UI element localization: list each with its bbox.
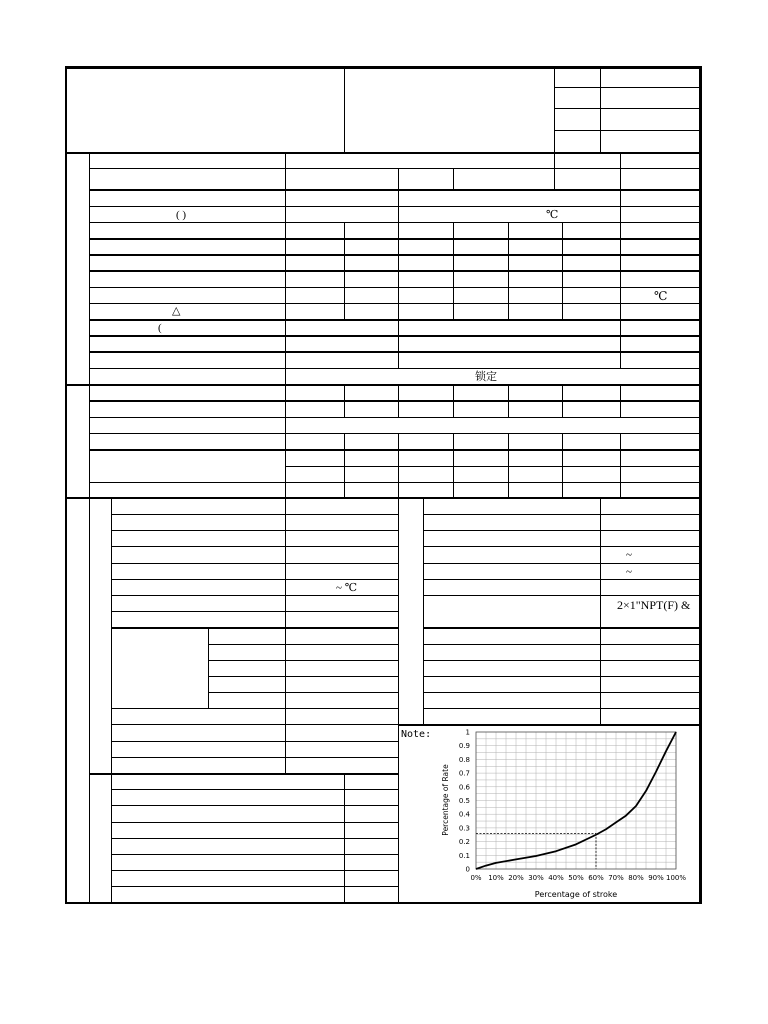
flow-characteristic-chart: [401, 725, 700, 903]
sec1-row: [89, 319, 700, 321]
sec3-right-row: [423, 546, 700, 547]
header-row-line: [554, 130, 700, 131]
sec2-row: [285, 466, 700, 467]
header-row-line: [554, 87, 700, 88]
sec3-row: [89, 773, 399, 775]
sec3-row: [111, 886, 399, 887]
sec3-row: [111, 854, 399, 855]
sec3-row: [111, 741, 399, 742]
locked-label: 锁定: [475, 371, 497, 383]
sec3-right-row: [423, 676, 700, 677]
x-tick-label: 90%: [648, 874, 664, 882]
header-bottom-line: [65, 152, 702, 154]
y-tick-label: 0.9: [458, 742, 470, 751]
sec3-right-row: [423, 660, 700, 661]
sec2-row: [89, 433, 700, 434]
y-tick-label: 0.5: [458, 797, 470, 805]
sec3-right-row: [423, 530, 700, 531]
header-row-line: [554, 108, 700, 109]
sec3-row: [111, 838, 399, 839]
sec3-row: [111, 595, 399, 596]
delta-symbol: △: [172, 305, 181, 317]
sec1-row: [89, 351, 700, 353]
sec1-row: [89, 206, 700, 207]
x-tick-label: 60%: [588, 874, 604, 882]
sec1-row: [89, 189, 700, 191]
sec3-row: [111, 822, 399, 823]
sec3-col-208: [208, 628, 209, 709]
header-divider-3: [600, 66, 601, 153]
sec1-col-453: [453, 169, 454, 190]
sec3-row: [111, 724, 399, 725]
form-border-top: [65, 66, 702, 69]
sec3-col-398: [398, 498, 399, 903]
chart-grid: [476, 732, 676, 869]
y-tick-labels: [459, 729, 471, 874]
sec1-row: [89, 222, 700, 223]
sec1-row: [89, 238, 700, 240]
x-tick-labels: [470, 874, 686, 882]
degree-c-label: ℃: [546, 209, 559, 221]
sec2-row: [89, 482, 700, 483]
sec3-right-row: [423, 595, 700, 596]
paren-label: ( ): [176, 209, 187, 221]
sec3-row: [208, 660, 399, 661]
x-tick-label: 20%: [508, 874, 524, 882]
sec3-col-285: [285, 498, 286, 774]
header-divider-1: [344, 66, 345, 153]
x-tick-label: 10%: [488, 874, 504, 882]
section-divider-1: [65, 384, 702, 386]
sec3-row: [208, 676, 399, 677]
y-tick-label: 1: [465, 728, 470, 737]
sec3-row: [111, 563, 399, 564]
sec2-row: [89, 400, 700, 402]
header-divider-2: [554, 66, 555, 153]
sec3-right-row: [423, 692, 700, 693]
x-axis-label: Percentage of stroke: [534, 890, 618, 899]
sec3-row: [208, 644, 399, 645]
x-tick-label: 80%: [628, 874, 644, 882]
sec3-subdivider: [111, 498, 112, 903]
x-tick-label: 70%: [608, 874, 624, 882]
sec3-row: [111, 514, 399, 515]
form-border-left: [65, 66, 67, 904]
sec3-right-row: [423, 627, 700, 629]
sec2-row: [89, 417, 700, 418]
y-tick-label: 0.2: [458, 838, 470, 847]
sec1-row: [89, 303, 700, 304]
sec3-right-row: [423, 563, 700, 564]
sec3-row: [111, 611, 399, 612]
sec3-col-423: [423, 498, 424, 724]
tilde-label: ~: [626, 566, 632, 578]
sec3-row: [111, 757, 399, 758]
sec1-row: [89, 335, 700, 337]
x-tick-label: 100%: [665, 874, 687, 882]
sec3-row: [111, 789, 399, 790]
sec1-col-554: [554, 152, 555, 190]
paren-open-label: (: [158, 322, 162, 334]
sec3-row: [208, 692, 399, 693]
x-tick-label: 0%: [470, 874, 482, 882]
sec3-right-row: [423, 514, 700, 515]
sec3-right-row: [423, 708, 700, 709]
y-tick-label: 0: [465, 865, 470, 874]
note-label: Note:: [401, 729, 432, 740]
y-tick-label: 0.1: [458, 851, 470, 860]
sec1-row: [89, 368, 700, 369]
sec3-col-600: [600, 498, 601, 724]
sec2-row: [89, 449, 700, 451]
x-tick-label: 40%: [548, 874, 564, 882]
sec1-row: [89, 270, 700, 272]
sec3-row: [111, 579, 399, 580]
section-label-divider: [89, 152, 90, 903]
sec1-col-285: [285, 152, 286, 498]
y-tick-label: 0.6: [458, 783, 470, 792]
sec1-row: [89, 254, 700, 256]
sec3-row: [111, 530, 399, 531]
y-tick-label: 0.7: [458, 769, 470, 778]
sec3-right-row: [423, 644, 700, 645]
sec3-row: [111, 627, 399, 629]
y-tick-label: 0.4: [458, 810, 470, 819]
sec3-row: [111, 546, 399, 547]
x-tick-label: 30%: [528, 874, 544, 882]
y-tick-label: 0.3: [458, 824, 470, 833]
sec3-row: [111, 870, 399, 871]
y-tick-label: 0.8: [458, 755, 470, 764]
sec3-right-row: [423, 579, 700, 580]
npt-connection-label: 2×1"NPT(F) &: [617, 598, 691, 612]
tilde-label: ~: [626, 549, 632, 561]
degree-c-label: ℃: [654, 289, 668, 303]
sec3-row: [111, 708, 399, 709]
sec3-row: [111, 805, 399, 806]
section-divider-2: [65, 497, 702, 499]
sec1-col-398: [398, 169, 399, 369]
x-tick-label: 50%: [568, 874, 584, 882]
sec1-row: [89, 287, 700, 288]
sec1-row: [89, 168, 700, 169]
temp-range-label: ~ ℃: [336, 582, 358, 594]
y-axis-label: Percentage of Rate: [441, 764, 450, 836]
